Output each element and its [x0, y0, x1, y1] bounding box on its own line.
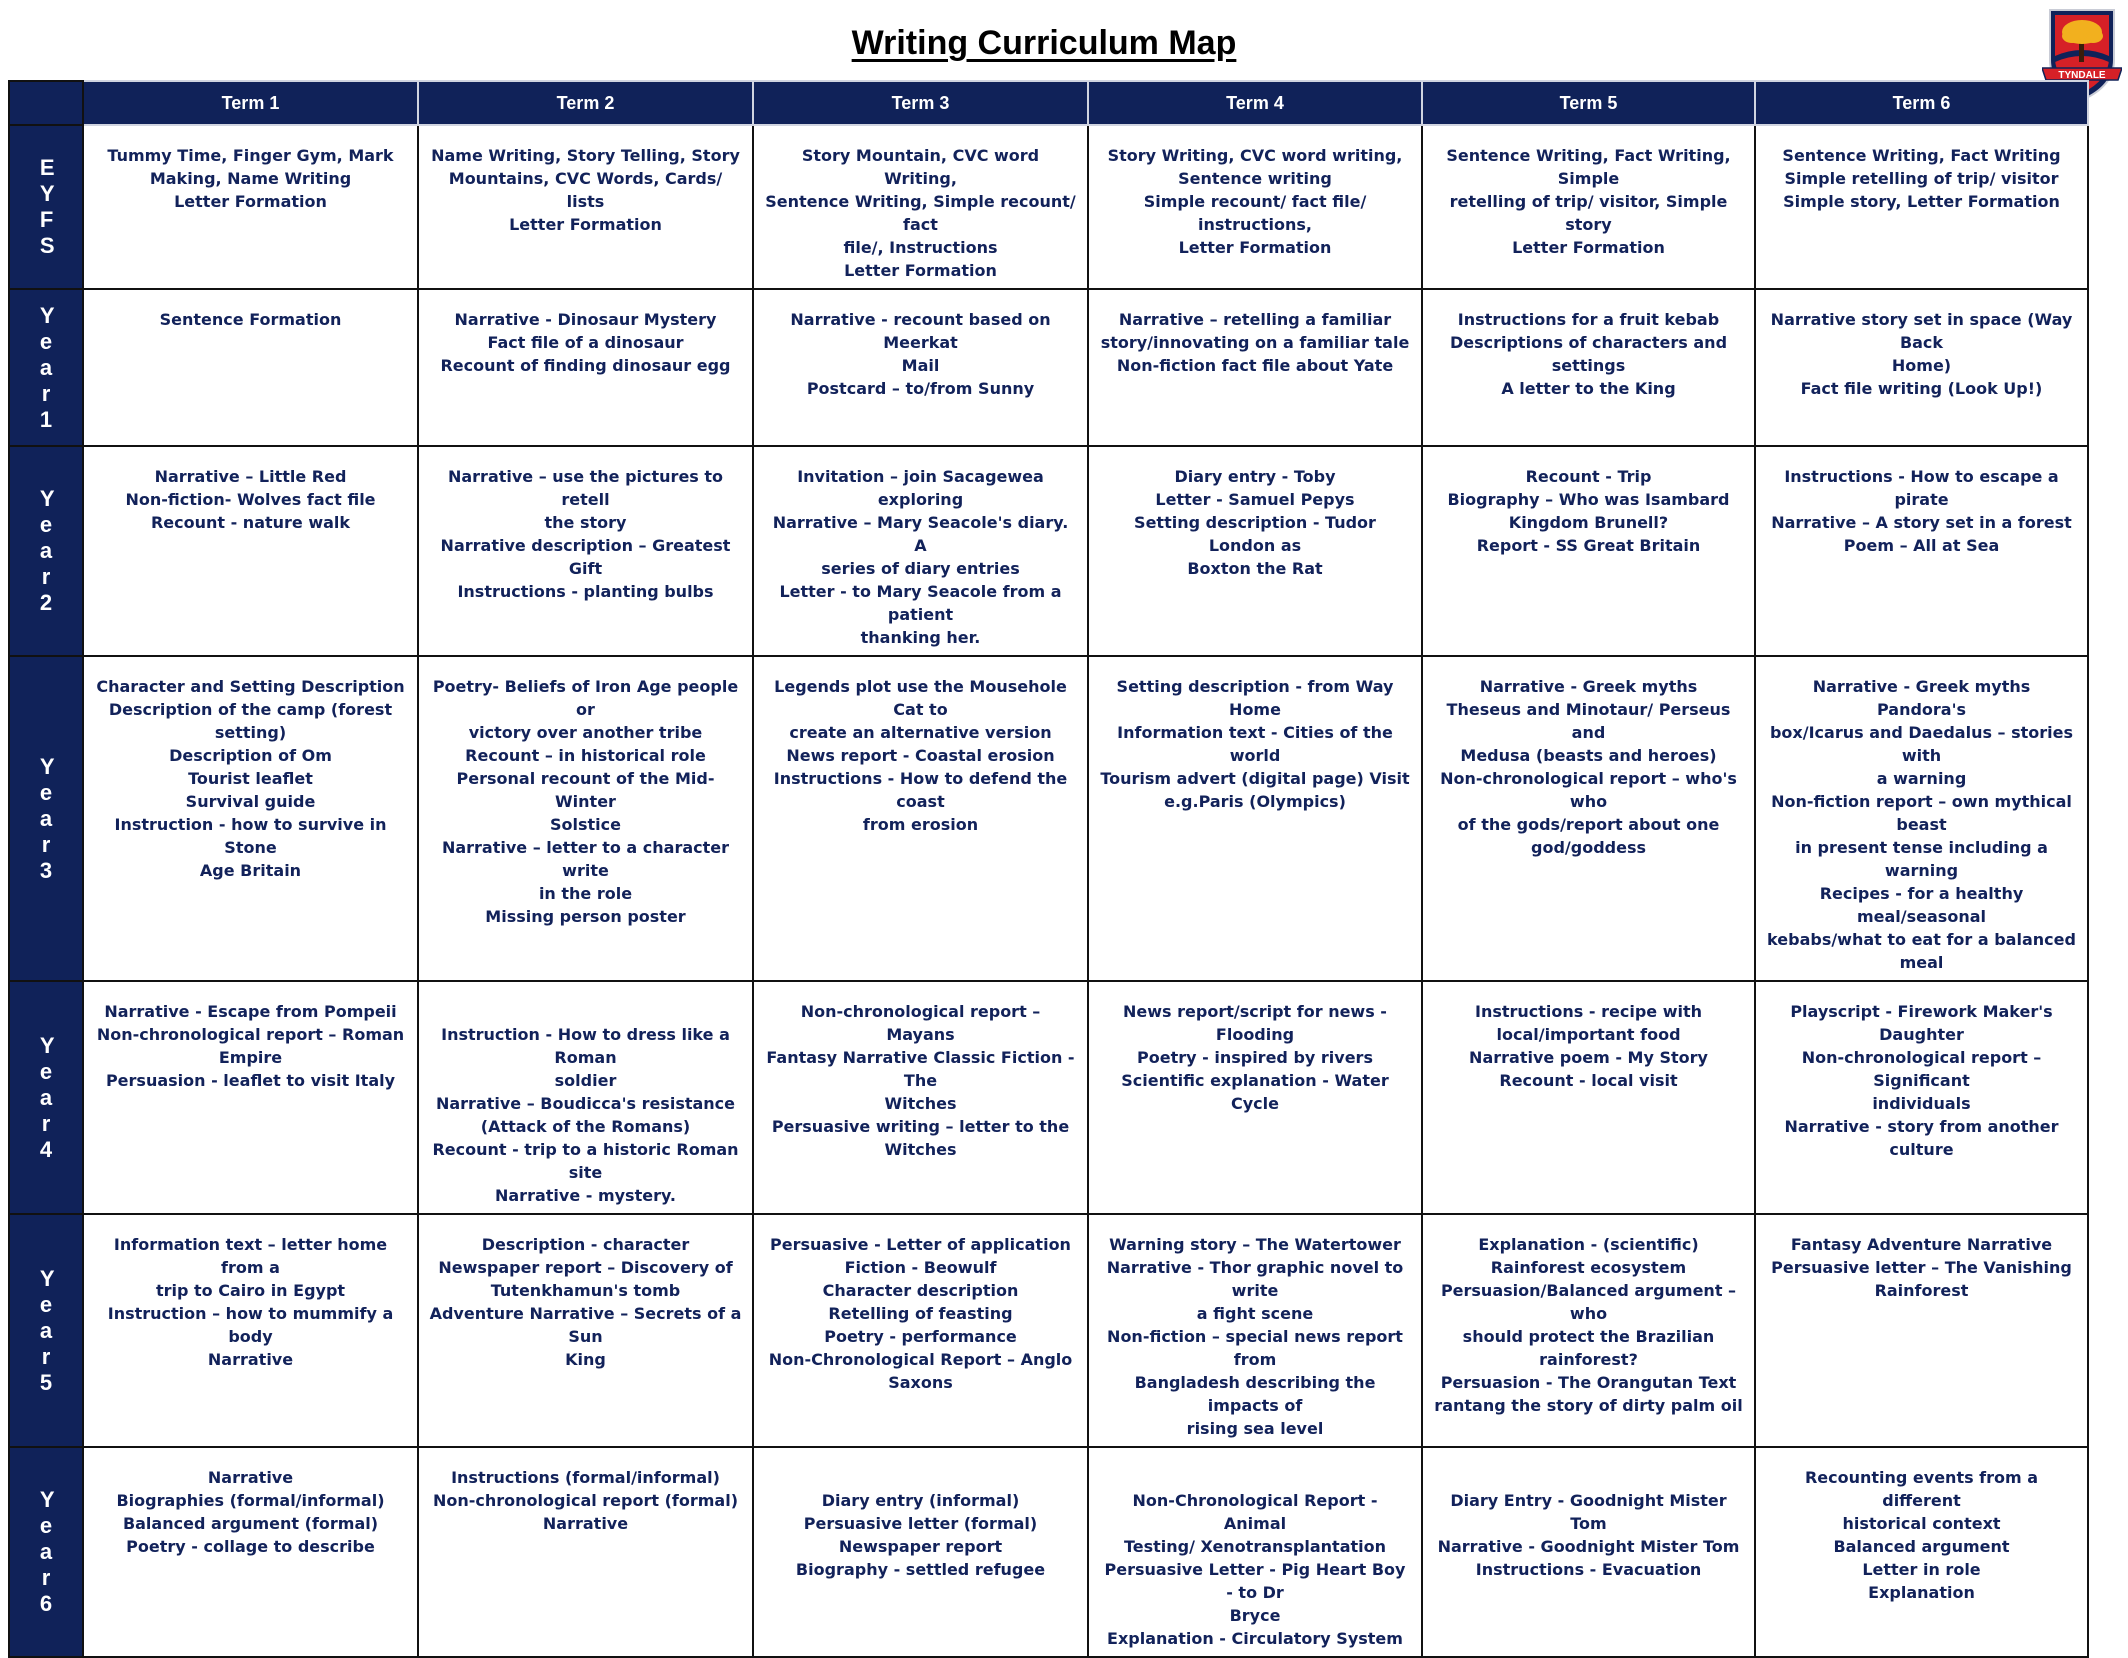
table-row — [9, 446, 2088, 656]
cell-line: create an alternative version — [789, 723, 1052, 742]
cell-line: Sentence Writing, Simple recount/ fact — [765, 192, 1076, 234]
cell-line: Persuasive letter (formal) — [803, 1514, 1038, 1533]
curriculum-cell — [753, 1214, 1088, 1447]
cell-line: Non-fiction report – own mythical beast — [1771, 792, 2072, 834]
curriculum-cell — [753, 656, 1088, 981]
cell-line: Story Writing, CVC word writing, — [1107, 146, 1403, 165]
cell-line: Letter in role — [1862, 1560, 1981, 1579]
cell-line: Narrative - Greek myths — [1479, 677, 1698, 696]
cell-line: Non-fiction – special news report from — [1107, 1327, 1403, 1369]
cell-line: Simple story, Letter Formation — [1783, 192, 2060, 211]
cell-line: Narrative - Dinosaur Mystery — [454, 310, 717, 329]
curriculum-cell — [1088, 289, 1422, 446]
cell-line: (Attack of the Romans) — [480, 1117, 691, 1136]
curriculum-cell — [418, 446, 753, 656]
cell-line: Setting description - Tudor London as — [1134, 513, 1376, 555]
cell-line: box/Icarus and Daedalus – stories with — [1769, 723, 2074, 765]
cell-line: Fact file of a dinosaur — [487, 333, 684, 352]
cell-line: Making, Name Writing — [149, 169, 352, 188]
table-row — [9, 289, 2088, 446]
term-header: Term 1 — [83, 81, 418, 125]
cell-line: in present tense including a warning — [1795, 838, 2048, 880]
cell-line: Mail — [901, 356, 940, 375]
curriculum-cell — [1088, 1214, 1422, 1447]
year-label — [9, 125, 83, 289]
cell-line: Narrative - Greek myths Pandora's — [1812, 677, 2031, 719]
cell-line: Character and Setting Description — [96, 677, 405, 696]
cell-line: Diary entry - Toby — [1174, 467, 1336, 486]
cell-line: Instruction - How to dress like a Roman — [441, 1025, 730, 1067]
curriculum-body — [9, 125, 2088, 1657]
cell-line: Mountains, CVC Words, Cards/ lists — [448, 169, 723, 211]
cell-line: Balanced argument — [1833, 1537, 2010, 1556]
cell-line: Narrative – Boudicca's resistance — [435, 1094, 736, 1113]
year-label-text: Year6 — [39, 1487, 55, 1616]
curriculum-cell — [418, 1214, 753, 1447]
cell-line: should protect the Brazilian — [1462, 1327, 1715, 1346]
term-header: Term 2 — [418, 81, 753, 125]
cell-line: Postcard – to/from Sunny — [806, 379, 1035, 398]
year-label-text: Year4 — [39, 1032, 55, 1162]
cell-line: A letter to the King — [1501, 379, 1676, 398]
year-label-text: Year2 — [39, 486, 55, 615]
cell-line: Narrative – letter to a character write — [441, 838, 730, 880]
cell-line: Tummy Time, Finger Gym, Mark — [107, 146, 394, 165]
curriculum-cell — [83, 1214, 418, 1447]
cell-line: in the role — [538, 884, 633, 903]
curriculum-cell — [753, 125, 1088, 289]
cell-line: Letter Formation — [844, 261, 997, 280]
curriculum-cell — [1088, 656, 1422, 981]
cell-line: Description of Om — [169, 746, 332, 765]
cell-line: Survival guide — [185, 792, 316, 811]
cell-line: Narrative – retelling a familiar — [1118, 310, 1392, 329]
cell-line: News report/script for news - Flooding — [1123, 1002, 1387, 1044]
cell-line: Instructions - How to escape a pirate — [1784, 467, 2059, 509]
curriculum-cell — [1755, 981, 2088, 1214]
curriculum-cell — [83, 981, 418, 1214]
cell-line: god/goddess — [1531, 838, 1646, 857]
cell-line: Explanation - Circulatory System — [1107, 1629, 1403, 1648]
curriculum-cell — [83, 656, 418, 981]
cell-line: e.g.Paris (Olympics) — [1164, 792, 1346, 811]
cell-line: a fight scene — [1196, 1304, 1314, 1323]
cell-line: Non-fiction fact file about Yate — [1116, 356, 1394, 375]
table-row — [9, 981, 2088, 1214]
cell-line: Bryce — [1229, 1606, 1281, 1625]
curriculum-cell — [1088, 981, 1422, 1214]
cell-line: Sentence writing — [1178, 169, 1332, 188]
cell-line: Scientific explanation - Water Cycle — [1121, 1071, 1389, 1113]
cell-line: Age Britain — [199, 861, 302, 880]
curriculum-cell — [753, 289, 1088, 446]
cell-line: Recount - Trip — [1525, 467, 1652, 486]
cell-line: Personal recount of the Mid-Winter — [456, 769, 715, 811]
cell-line — [429, 1000, 742, 1023]
page-title: Writing Curriculum Map — [851, 24, 1237, 62]
cell-line: Instructions - planting bulbs — [457, 582, 714, 601]
term-header: Term 4 — [1088, 81, 1422, 125]
cell-line: Narrative poem - My Story — [1469, 1048, 1708, 1067]
cell-line: Letter - Samuel Pepys — [1155, 490, 1355, 509]
year-label-text: EYFS — [39, 155, 55, 258]
curriculum-cell — [1755, 656, 2088, 981]
cell-line: Instruction – how to mummify a body — [107, 1304, 394, 1346]
cell-line: Non-Chronological Report – Anglo — [768, 1350, 1073, 1369]
cell-line: Recount - local visit — [1499, 1071, 1678, 1090]
cell-line: individuals — [1872, 1094, 1971, 1113]
year-label — [9, 289, 83, 446]
curriculum-cell — [753, 981, 1088, 1214]
cell-line: Legends plot use the Mousehole Cat to — [774, 677, 1067, 719]
cell-line: Instructions for a fruit kebab — [1457, 310, 1720, 329]
curriculum-cell — [1755, 1447, 2088, 1657]
cell-line: Persuasion - leaflet to visit Italy — [105, 1071, 396, 1090]
cell-line: Non-Chronological Report - Animal — [1132, 1491, 1378, 1533]
cell-line: rainforest? — [1539, 1350, 1638, 1369]
cell-line: Narrative – A story set in a forest — [1771, 513, 2072, 532]
cell-line: Diary entry (informal) — [821, 1491, 1020, 1510]
cell-line: Recount - trip to a historic Roman site — [432, 1140, 739, 1182]
year-label-text: Year5 — [39, 1265, 55, 1395]
table-row — [9, 656, 2088, 981]
cell-line: Simple recount/ fact file/ instructions, — [1143, 192, 1367, 234]
cell-line: Rainforest — [1874, 1281, 1969, 1300]
cell-line: Non-chronological report – who's who — [1440, 769, 1737, 811]
table-row — [9, 1447, 2088, 1657]
cell-line: series of diary entries — [821, 559, 1020, 578]
cell-line: Narrative – use the pictures to retell — [447, 467, 724, 509]
cell-line: Recounting events from a different — [1804, 1468, 2039, 1510]
cell-line: Narrative story set in space (Way Back — [1770, 310, 2073, 352]
cell-line: Persuasion - The Orangutan Text — [1440, 1373, 1737, 1392]
cell-line: Explanation - (scientific) — [1478, 1235, 1699, 1254]
curriculum-cell — [1422, 125, 1755, 289]
cell-line: Narrative - Thor graphic novel to write — [1106, 1258, 1404, 1300]
cell-line: Poetry - inspired by rivers — [1137, 1048, 1373, 1067]
cell-line: from erosion — [862, 815, 979, 834]
cell-line: file/, Instructions — [843, 238, 998, 257]
cell-line: Newspaper report – Discovery of — [438, 1258, 733, 1277]
cell-line: Setting description - from Way Home — [1116, 677, 1394, 719]
cell-line: Sentence Formation — [159, 310, 342, 329]
curriculum-cell — [418, 125, 753, 289]
cell-line: the story — [544, 513, 627, 532]
cell-line: kebabs/what to eat for a balanced meal — [1767, 930, 2076, 972]
cell-line: Poetry - collage to describe — [126, 1537, 375, 1556]
cell-line: Narrative — [542, 1514, 629, 1533]
cell-line: Letter - to Mary Seacole from a patient — [779, 582, 1062, 624]
cell-line: settings — [1551, 356, 1626, 375]
cell-line: Narrative - mystery. — [494, 1186, 676, 1205]
cell-line: Biography - settled refugee — [795, 1560, 1046, 1579]
cell-line: Poetry- Beliefs of Iron Age people or — [432, 677, 739, 719]
cell-line: Recipes - for a healthy meal/seasonal — [1819, 884, 2024, 926]
cell-line: Invitation – join Sacagewea exploring — [797, 467, 1044, 509]
cell-line: Letter Formation — [1178, 238, 1332, 257]
curriculum-cell — [1422, 446, 1755, 656]
cell-line: Instructions - Evacuation — [1475, 1560, 1702, 1579]
cell-line: Explanation — [1868, 1583, 1975, 1602]
cell-line: Narrative - recount based on Meerkat — [790, 310, 1051, 352]
cell-line: thanking her. — [860, 628, 981, 647]
cell-line: Persuasive - Letter of application — [770, 1235, 1071, 1254]
cell-line: Fact file writing (Look Up!) — [1800, 379, 2043, 398]
curriculum-cell — [83, 125, 418, 289]
cell-line — [1099, 1466, 1411, 1489]
curriculum-cell — [418, 656, 753, 981]
year-label — [9, 656, 83, 981]
cell-line: Report - SS Great Britain — [1476, 536, 1701, 555]
cell-line: Information text - Cities of the world — [1117, 723, 1393, 765]
cell-line: Story Mountain, CVC word Writing, — [801, 146, 1040, 188]
cell-line: soldier — [554, 1071, 617, 1090]
cell-line: Letter Formation — [1512, 238, 1665, 257]
cell-line: rising sea level — [1186, 1419, 1324, 1438]
curriculum-cell — [1422, 981, 1755, 1214]
cell-line: Testing/ Xenotransplantation — [1123, 1537, 1387, 1556]
cell-line: Recount of finding dinosaur egg — [440, 356, 731, 375]
cell-line: Fantasy Narrative Classic Fiction - The — [766, 1048, 1075, 1090]
curriculum-cell — [1088, 446, 1422, 656]
year-label-text: Year3 — [39, 753, 55, 883]
curriculum-cell — [83, 1447, 418, 1657]
cell-line: Rainforest ecosystem — [1490, 1258, 1687, 1277]
cell-line: Sentence Writing, Fact Writing, Simple — [1446, 146, 1731, 188]
curriculum-cell — [1422, 1214, 1755, 1447]
curriculum-cell — [753, 1447, 1088, 1657]
table-row — [9, 125, 2088, 289]
cell-line: Non-chronological report – Mayans — [800, 1002, 1041, 1044]
curriculum-cell — [1422, 289, 1755, 446]
cell-line: Narrative — [207, 1350, 294, 1369]
cell-line: Poetry - performance — [824, 1327, 1017, 1346]
cell-line: Description of the camp (forest setting) — [108, 700, 393, 742]
cell-line: Saxons — [888, 1373, 953, 1392]
cell-line: Narrative – Little Red — [154, 467, 347, 486]
cell-line: Fantasy Adventure Narrative — [1790, 1235, 2053, 1254]
cell-line: Persuasive letter – The Vanishing — [1771, 1258, 2072, 1277]
curriculum-cell — [1422, 656, 1755, 981]
cell-line: Poem – All at Sea — [1843, 536, 2000, 555]
cell-line: Tourism advert (digital page) Visit — [1100, 769, 1410, 788]
cell-line: Playscript - Firework Maker's Daughter — [1790, 1002, 2053, 1044]
cell-line: Simple retelling of trip/ visitor — [1784, 169, 2059, 188]
cell-line: Biographies (formal/informal) — [116, 1491, 385, 1510]
cell-line: Tutenkhamun's tomb — [490, 1281, 681, 1300]
curriculum-cell — [1755, 125, 2088, 289]
curriculum-cell — [418, 1447, 753, 1657]
curriculum-cell — [1755, 1214, 2088, 1447]
cell-line: Witches — [884, 1140, 957, 1159]
cell-line: Instructions - How to defend the coast — [773, 769, 1068, 811]
cell-line: Information text – letter home from a — [113, 1235, 388, 1277]
curriculum-cell — [1422, 1447, 1755, 1657]
cell-line: Bangladesh describing the impacts of — [1134, 1373, 1376, 1415]
cell-line: Character description — [822, 1281, 1019, 1300]
cell-line: rantang the story of dirty palm oil — [1434, 1396, 1743, 1415]
cell-line: Non-chronological report (formal) — [432, 1491, 739, 1510]
year-label-text: Year1 — [39, 302, 55, 432]
cell-line: Narrative - Goodnight Mister Tom — [1437, 1537, 1740, 1556]
curriculum-cell — [83, 289, 418, 446]
curriculum-table — [8, 80, 2089, 1658]
cell-line: Biography – Who was Isambard — [1447, 490, 1730, 509]
curriculum-cell — [1755, 446, 2088, 656]
curriculum-cell — [1755, 289, 2088, 446]
cell-line — [1433, 1466, 1744, 1489]
curriculum-cell — [753, 446, 1088, 656]
cell-line: Kingdom Brunell? — [1508, 513, 1669, 532]
cell-line: Instructions (formal/informal) — [451, 1468, 720, 1487]
year-label — [9, 446, 83, 656]
cell-line: Name Writing, Story Telling, Story — [431, 146, 740, 165]
curriculum-cell — [418, 289, 753, 446]
cell-line: retelling of trip/ visitor, Simple story — [1449, 192, 1728, 234]
cell-line: Medusa (beasts and heroes) — [1460, 746, 1717, 765]
cell-line: Missing person poster — [485, 907, 686, 926]
term-header: Term 3 — [753, 81, 1088, 125]
cell-line: Letter Formation — [509, 215, 662, 234]
curriculum-cell — [418, 981, 753, 1214]
cell-line: historical context — [1842, 1514, 2001, 1533]
cell-line: Diary Entry - Goodnight Mister Tom — [1450, 1491, 1727, 1533]
cell-line: Warning story – The Watertower — [1109, 1235, 1401, 1254]
cell-line: Fiction - Beowulf — [844, 1258, 997, 1277]
cell-line: a warning — [1876, 769, 1967, 788]
year-label — [9, 981, 83, 1214]
cell-line: Balanced argument (formal) — [122, 1514, 379, 1533]
cell-line: story/innovating on a familiar tale — [1100, 333, 1410, 352]
cell-line: Witches — [884, 1094, 957, 1113]
cell-line: King — [565, 1350, 606, 1369]
cell-line: News report - Coastal erosion — [786, 746, 1055, 765]
cell-line: of the gods/report about one — [1457, 815, 1720, 834]
cell-line: Non-fiction- Wolves fact file — [125, 490, 376, 509]
cell-line: Solstice — [550, 815, 621, 834]
year-label — [9, 1214, 83, 1447]
curriculum-cell — [1088, 1447, 1422, 1657]
cell-line: Recount – in historical role — [465, 746, 706, 765]
term-header: Term 5 — [1422, 81, 1755, 125]
cell-line: Description - character — [481, 1235, 690, 1254]
cell-line: Persuasive writing – letter to the — [771, 1117, 1070, 1136]
curriculum-cell — [83, 446, 418, 656]
table-row — [9, 1214, 2088, 1447]
cell-line: Newspaper report — [838, 1537, 1003, 1556]
cell-line: Retelling of feasting — [828, 1304, 1013, 1323]
cell-line: Letter Formation — [174, 192, 327, 211]
cell-line: Persuasive Letter - Pig Heart Boy - to Dr — [1104, 1560, 1406, 1602]
cell-line: Instruction - how to survive in Stone — [114, 815, 387, 857]
cell-line: Narrative description – Greatest Gift — [440, 536, 731, 578]
cell-line: Empire — [218, 1048, 283, 1067]
header-corner — [9, 81, 83, 125]
cell-line: Narrative – Mary Seacole's diary. A — [772, 513, 1069, 555]
cell-line: Narrative - story from another culture — [1784, 1117, 2059, 1159]
header-row — [9, 81, 2088, 125]
cell-line: Boxton the Rat — [1187, 559, 1323, 578]
cell-line: victory over another tribe — [468, 723, 703, 742]
curriculum-cell — [1088, 125, 1422, 289]
term-header: Term 6 — [1755, 81, 2088, 125]
cell-line: Tourist leaflet — [188, 769, 313, 788]
cell-line: trip to Cairo in Egypt — [155, 1281, 346, 1300]
cell-line: Instructions - recipe with — [1475, 1002, 1702, 1021]
cell-line — [764, 1466, 1077, 1489]
cell-line: local/important food — [1496, 1025, 1681, 1044]
cell-line: Descriptions of characters and — [1449, 333, 1728, 352]
cell-line: Theseus and Minotaur/ Perseus and — [1446, 700, 1731, 742]
cell-line: Non-chronological report – Roman — [96, 1025, 405, 1044]
cell-line: Adventure Narrative – Secrets of a Sun — [429, 1304, 742, 1346]
cell-line: Narrative — [207, 1468, 294, 1487]
logo-text: TYNDALE — [2058, 70, 2106, 81]
cell-line: Recount - nature walk — [150, 513, 351, 532]
cell-line: Sentence Writing, Fact Writing — [1782, 146, 2061, 165]
cell-line: Narrative - Escape from Pompeii — [104, 1002, 397, 1021]
cell-line: Persuasion/Balanced argument – who — [1440, 1281, 1737, 1323]
cell-line: Non-chronological report – Significant — [1801, 1048, 2042, 1090]
year-label — [9, 1447, 83, 1657]
cell-line: Home) — [1891, 356, 1952, 375]
